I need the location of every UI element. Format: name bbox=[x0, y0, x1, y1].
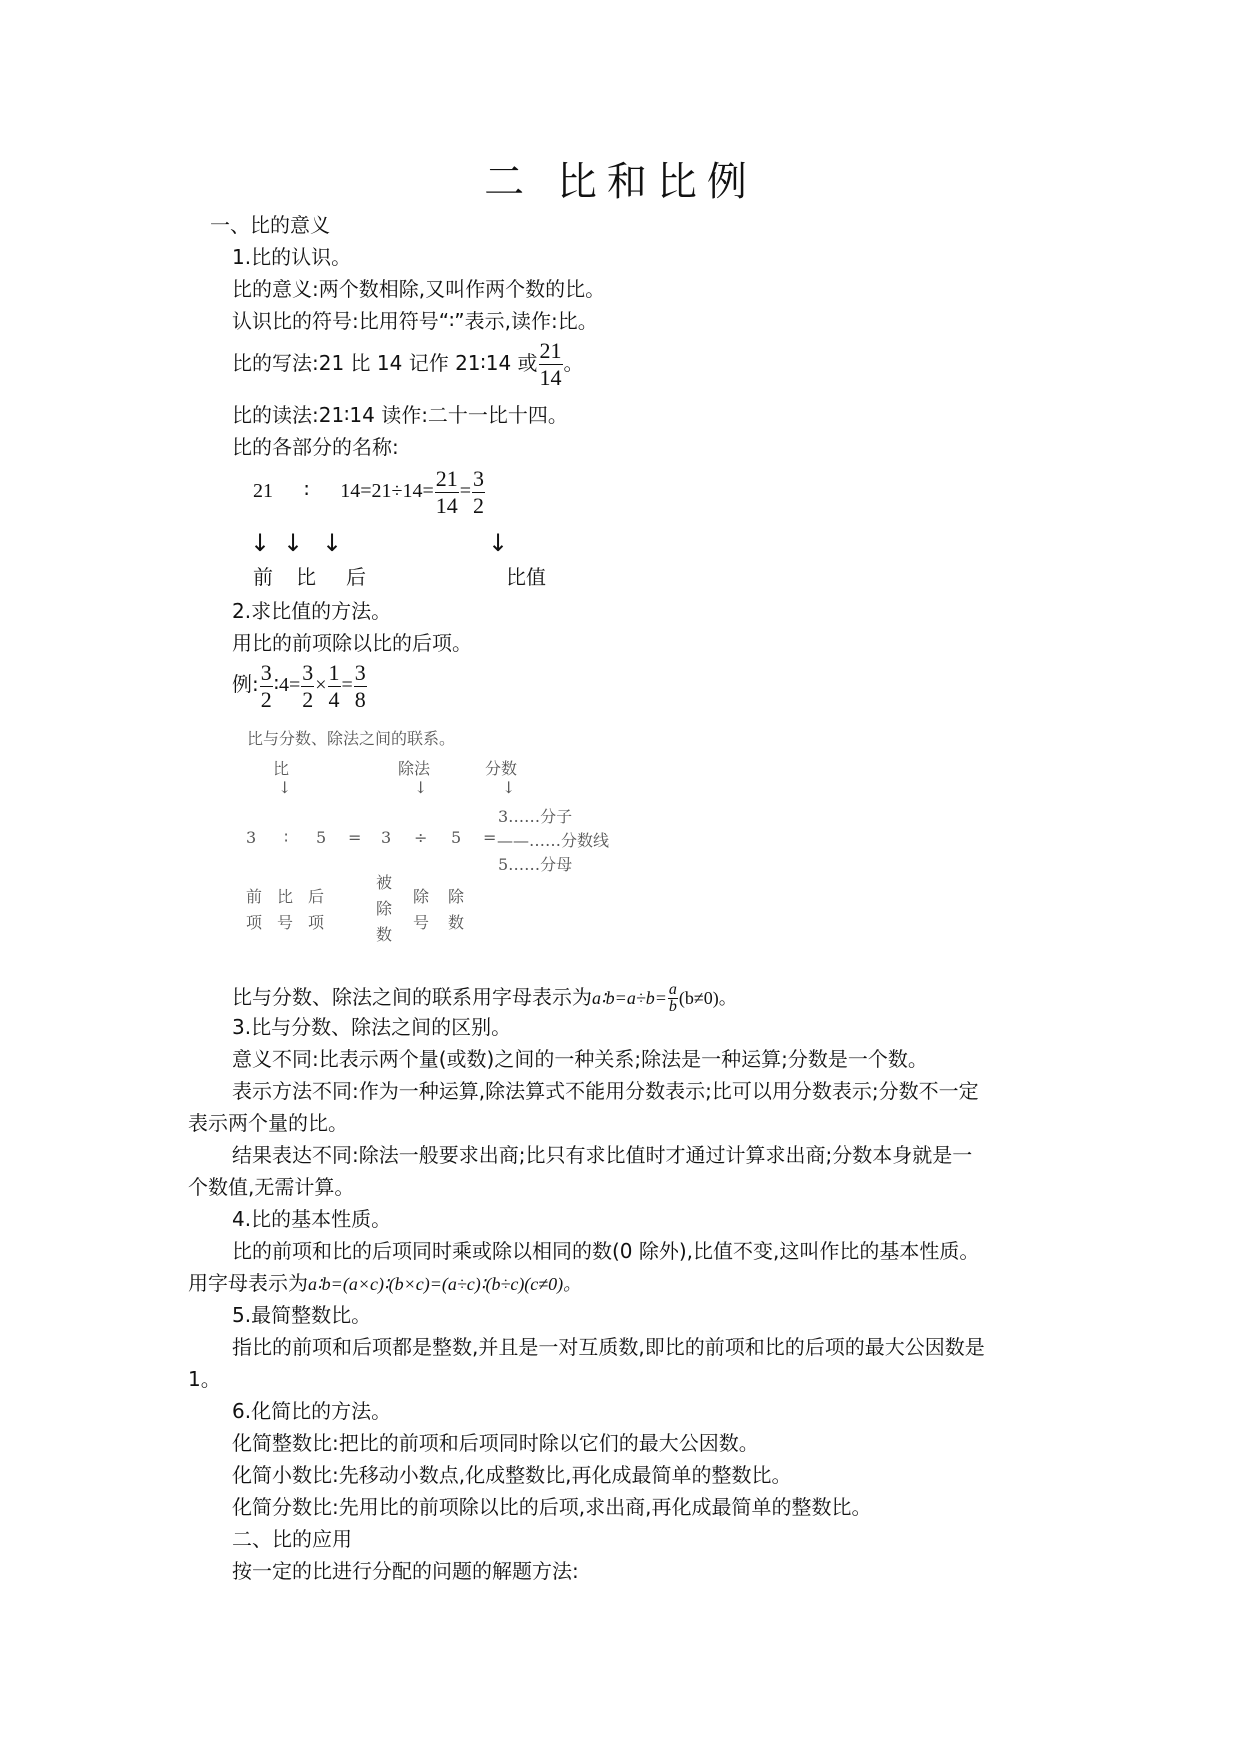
example-mid: ∶4= bbox=[273, 674, 301, 697]
equals: = bbox=[341, 674, 353, 697]
figure-header-ratio: 比 bbox=[273, 759, 290, 778]
paragraph: 表示方法不同:作为一种运算,除法算式不能用分数表示;比可以用分数表示;分数不一定 bbox=[232, 1079, 979, 1103]
arrow-down-icon: ↓ bbox=[502, 778, 516, 797]
paragraph: 用比的前项除以比的后项。 bbox=[232, 631, 472, 655]
arrow-down-icon: ↓ bbox=[488, 529, 509, 557]
relation-line bbox=[232, 982, 737, 1015]
figure-row-item: 3 bbox=[246, 828, 257, 847]
fraction: $\frac{21}{14}$ bbox=[435, 466, 458, 518]
expression: 14=21÷14= bbox=[340, 480, 434, 503]
fraction: $\frac{1}{4}$ bbox=[328, 660, 340, 712]
arrow-down-icon: ↓ bbox=[322, 529, 343, 557]
paragraph: 比的各部分的名称: bbox=[232, 435, 399, 459]
example-line bbox=[232, 660, 368, 713]
label-antecedent: 前 bbox=[253, 565, 273, 589]
figure-row-item: 5 bbox=[451, 828, 462, 847]
figure-label: 比 号 bbox=[277, 887, 294, 932]
figure-header-division: 除法 bbox=[398, 759, 431, 778]
ratio-colon: ∶ bbox=[304, 480, 310, 503]
subsection-heading: 6.化简比的方法。 bbox=[232, 1399, 392, 1423]
figure-row-item: 5 bbox=[316, 828, 327, 847]
parts-expression bbox=[253, 466, 486, 519]
figure-header-fraction: 分数 bbox=[485, 759, 518, 778]
relation-formula: a∶b=a÷b= bbox=[592, 988, 667, 1008]
paragraph: 化简小数比:先移动小数点,化成整数比,再化成最简单的整数比。 bbox=[232, 1463, 792, 1487]
arrow-down-icon: ↓ bbox=[414, 778, 428, 797]
paragraph: 结果表达不同:除法一般要求出商;比只有求比值时才通过计算求出商;分数本身就是一 bbox=[232, 1143, 973, 1167]
paragraph: 意义不同:比表示两个量(或数)之间的一种关系;除法是一种运算;分数是一个数。 bbox=[232, 1047, 928, 1071]
paragraph: 认识比的符号:比用符号“∶”表示,读作:比。 bbox=[232, 309, 598, 333]
property-formula: a∶b=(a×c)∶(b×c)=(a÷c)∶(b÷c)(c≠0)。 bbox=[308, 1274, 582, 1294]
subsection-heading: 5.最简整数比。 bbox=[232, 1303, 372, 1327]
arrow-down-icon: ↓ bbox=[283, 529, 304, 557]
writing-end: 。 bbox=[563, 351, 584, 375]
fraction: $\frac{21}{14}$ bbox=[539, 338, 562, 390]
relation-figure bbox=[240, 720, 660, 960]
paragraph: 化简整数比:把比的前项和后项同时除以它们的最大公因数。 bbox=[232, 1431, 759, 1455]
figure-row-item: = bbox=[483, 828, 497, 847]
figure-row-item: ÷ bbox=[414, 828, 428, 847]
paragraph: 指比的前项和后项都是整数,并且是一对互质数,即比的前项和比的后项的最大公因数是 bbox=[232, 1335, 985, 1359]
figure-row-item: = bbox=[348, 828, 362, 847]
paragraph: 比的读法:21∶14 读作:二十一比十四。 bbox=[232, 403, 568, 427]
fraction: $\frac{3}{2}$ bbox=[302, 660, 314, 712]
paragraph: 按一定的比进行分配的问题的解题方法: bbox=[232, 1559, 579, 1583]
section-heading: 二、比的应用 bbox=[232, 1527, 352, 1551]
antecedent: 21 bbox=[253, 480, 273, 503]
figure-label: 被 除 数 bbox=[376, 873, 393, 944]
figure-label: 前 项 bbox=[246, 887, 263, 932]
property-text: 用字母表示为 bbox=[188, 1271, 308, 1295]
fraction: $\frac{3}{2}$ bbox=[260, 660, 272, 712]
writing-text: 比的写法:21 比 14 记作 21∶14 或 bbox=[232, 351, 538, 375]
figure-label: 除 数 bbox=[448, 887, 465, 932]
relation-condition: (b≠0)。 bbox=[678, 988, 737, 1008]
subsection-heading: 3.比与分数、除法之间的区别。 bbox=[232, 1015, 512, 1039]
figure-label: 后 项 bbox=[308, 887, 325, 932]
figure-denominator: 5……分母 bbox=[498, 855, 573, 874]
times-sign: × bbox=[315, 674, 327, 697]
subsection-heading: 1.比的认识。 bbox=[232, 245, 352, 269]
figure-caption: 比与分数、除法之间的联系。 bbox=[247, 729, 456, 748]
subsection-heading: 2.求比值的方法。 bbox=[232, 599, 392, 623]
fraction: $\frac{3}{2}$ bbox=[473, 466, 485, 518]
arrow-down-icon: ↓ bbox=[250, 529, 271, 557]
arrow-down-icon: ↓ bbox=[278, 778, 292, 797]
subsection-heading: 4.比的基本性质。 bbox=[232, 1207, 392, 1231]
paragraph: 个数值,无需计算。 bbox=[188, 1175, 355, 1199]
figure-numerator: 3……分子 bbox=[498, 807, 573, 826]
relation-text: 比与分数、除法之间的联系用字母表示为 bbox=[232, 985, 592, 1009]
writing-line bbox=[232, 338, 584, 391]
label-ratio-sign: 比 bbox=[296, 565, 316, 589]
property-formula-line bbox=[188, 1270, 581, 1297]
example-label: 例: bbox=[232, 672, 259, 697]
fraction: $\frac{a}{b}$ bbox=[668, 981, 677, 1015]
paragraph: 比的意义:两个数相除,又叫作两个数的比。 bbox=[232, 277, 606, 301]
paragraph: 表示两个量的比。 bbox=[188, 1111, 348, 1135]
figure-fraction-line: ——……分数线 bbox=[497, 831, 610, 850]
figure-row-item: 3 bbox=[381, 828, 392, 847]
paragraph: 化简分数比:先用比的前项除以比的后项,求出商,再化成最简单的整数比。 bbox=[232, 1495, 872, 1519]
equals: = bbox=[459, 480, 472, 503]
figure-label: 除 号 bbox=[413, 887, 430, 932]
page-title: 二 比和比例 bbox=[484, 159, 757, 205]
paragraph: 1。 bbox=[188, 1367, 221, 1391]
label-consequent: 后 bbox=[346, 565, 366, 589]
label-ratio-value: 比值 bbox=[506, 565, 546, 589]
fraction: $\frac{3}{8}$ bbox=[354, 660, 366, 712]
paragraph: 比的前项和比的后项同时乘或除以相同的数(0 除外),比值不变,这叫作比的基本性质。 bbox=[232, 1239, 980, 1263]
section-heading: 一、比的意义 bbox=[210, 213, 330, 237]
figure-row-item: ∶ bbox=[284, 828, 289, 847]
